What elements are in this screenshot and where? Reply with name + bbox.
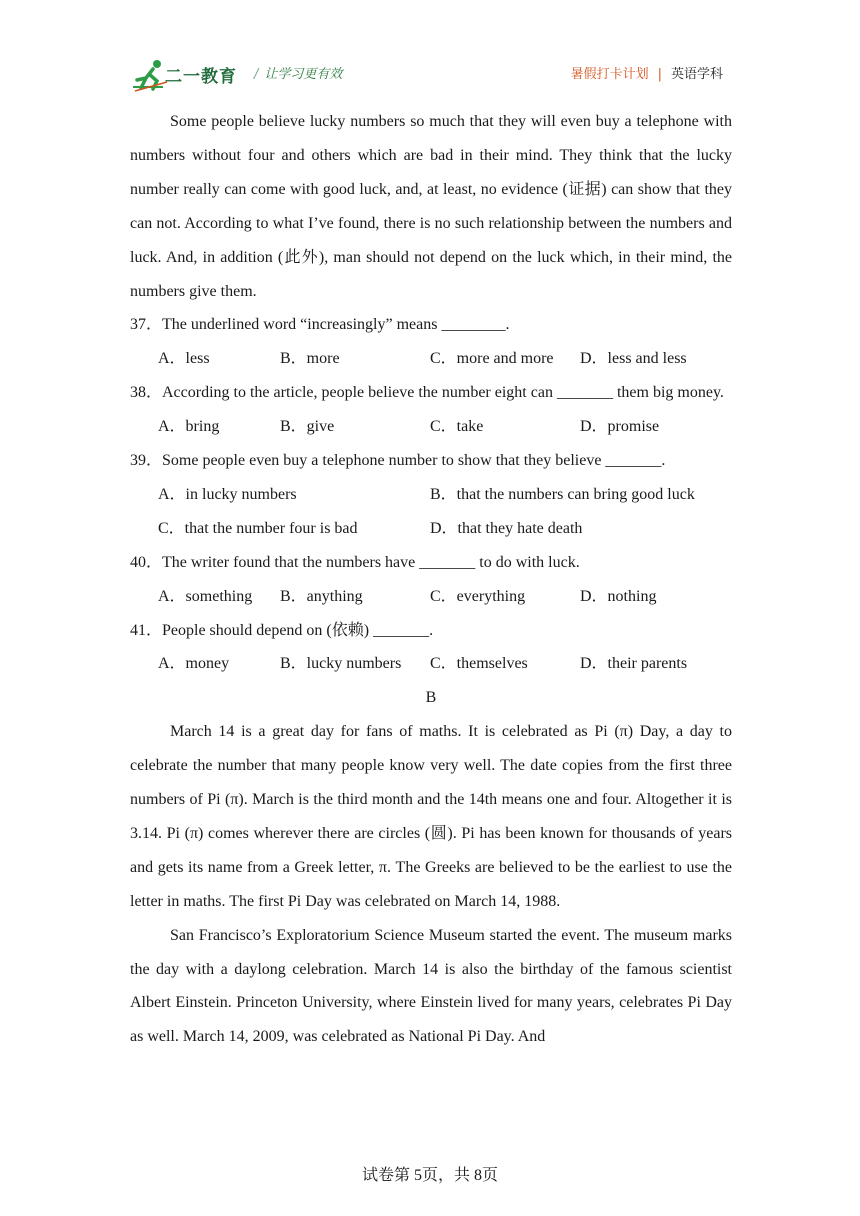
question-39-options-row1 (130, 478, 732, 512)
option-c[interactable]: C．that the number four is bad (158, 519, 358, 537)
header-right (571, 63, 723, 82)
question-39-stem: 39．Some people even buy a telephone number to show that they believe _______. (130, 452, 666, 470)
header-divider: | (657, 67, 662, 82)
summer-plan-label: 暑假打卡计划 (570, 67, 649, 82)
passage-b-paragraph-2: San Francisco’s Exploratorium Science Museum started the event. The museum marks the day with a daylong celebration. March 14 is also the birthday of the famous scientist Albert Einstein. Princeton University, where Einstein lived for many years, celebrates Pi Day as well. March 14, 2009, was celebrated as National Pi Day. And (130, 926, 732, 1046)
question-37-options (130, 342, 732, 376)
slogan-separator: / (254, 67, 259, 82)
option-a[interactable]: A．something (158, 587, 253, 605)
question-41-stem: 41．People should depend on (依赖) _______. (130, 621, 434, 639)
option-d[interactable]: D．promise (580, 418, 660, 436)
option-c[interactable]: C．take (430, 418, 484, 436)
question-38-stem: 38．According to the article, people believe the number eight can _______ them big money. (130, 384, 724, 402)
passage-b-paragraph-1: March 14 is a great day for fans of maths. It is celebrated as Pi (π) Day, a day to celebrate the number that many people know very well. The date copies from the first three numbers of Pi (π). March is the third month and the 14th means one and four. Altogether it is 3.14. Pi (π) comes wherever there are circles (圆). Pi has been known for thousands of years and gets its name from a Greek letter, π. The Greeks are believed to be the earliest to use the letter in maths. The first Pi Day was celebrated on March 14, 1988. (130, 723, 732, 910)
page-footer: 试卷第 5页，共 8页 (361, 1167, 498, 1184)
option-b[interactable]: B．lucky numbers (280, 655, 402, 673)
option-a[interactable]: A．less (158, 350, 210, 368)
question-39-options-row2 (130, 512, 732, 546)
option-d[interactable]: D．that they hate death (430, 519, 583, 537)
option-a[interactable]: A．bring (158, 418, 220, 436)
page-content (130, 105, 732, 1054)
option-b[interactable]: B．anything (280, 587, 363, 605)
option-c[interactable]: C．themselves (430, 655, 528, 673)
question-40-options (130, 580, 732, 614)
question-37-stem: 37．The underlined word “increasingly” means ________. (130, 316, 510, 334)
subject-label: 英语学科 (670, 67, 723, 82)
option-d[interactable]: D．nothing (580, 587, 657, 605)
option-d[interactable]: D．their parents (580, 655, 688, 673)
option-c[interactable]: C．more and more (430, 350, 554, 368)
option-a[interactable]: A．money (158, 655, 230, 673)
option-a[interactable]: A．in lucky numbers (158, 485, 297, 503)
logo-text: 二一教育 (165, 67, 237, 87)
option-d[interactable]: D．less and less (580, 350, 687, 368)
question-38-options (130, 410, 732, 444)
question-40-stem: 40．The writer found that the numbers have _______ to do with luck. (130, 553, 580, 571)
option-b[interactable]: B．give (280, 418, 335, 436)
question-41-options (130, 647, 732, 681)
option-c[interactable]: C．everything (430, 587, 526, 605)
slogan-text: 让学习更有效 (264, 67, 343, 82)
slogan (254, 63, 342, 82)
page-header (0, 0, 860, 100)
section-b-heading: B (425, 689, 437, 707)
passage-a-paragraph: Some people believe lucky numbers so much that they will even buy a telephone with numbers without four and others which are bad in their mind. They think that the lucky number really can come with good luck, and, at least, no evidence (证据) can show that they can not. According to what I’ve found, there is no such relationship between the numbers and luck. And, in addition (此外), man should not depend on the luck which, in their mind, the numbers give them. (130, 113, 732, 300)
option-b[interactable]: B．that the numbers can bring good luck (430, 485, 695, 503)
option-b[interactable]: B．more (280, 350, 340, 368)
